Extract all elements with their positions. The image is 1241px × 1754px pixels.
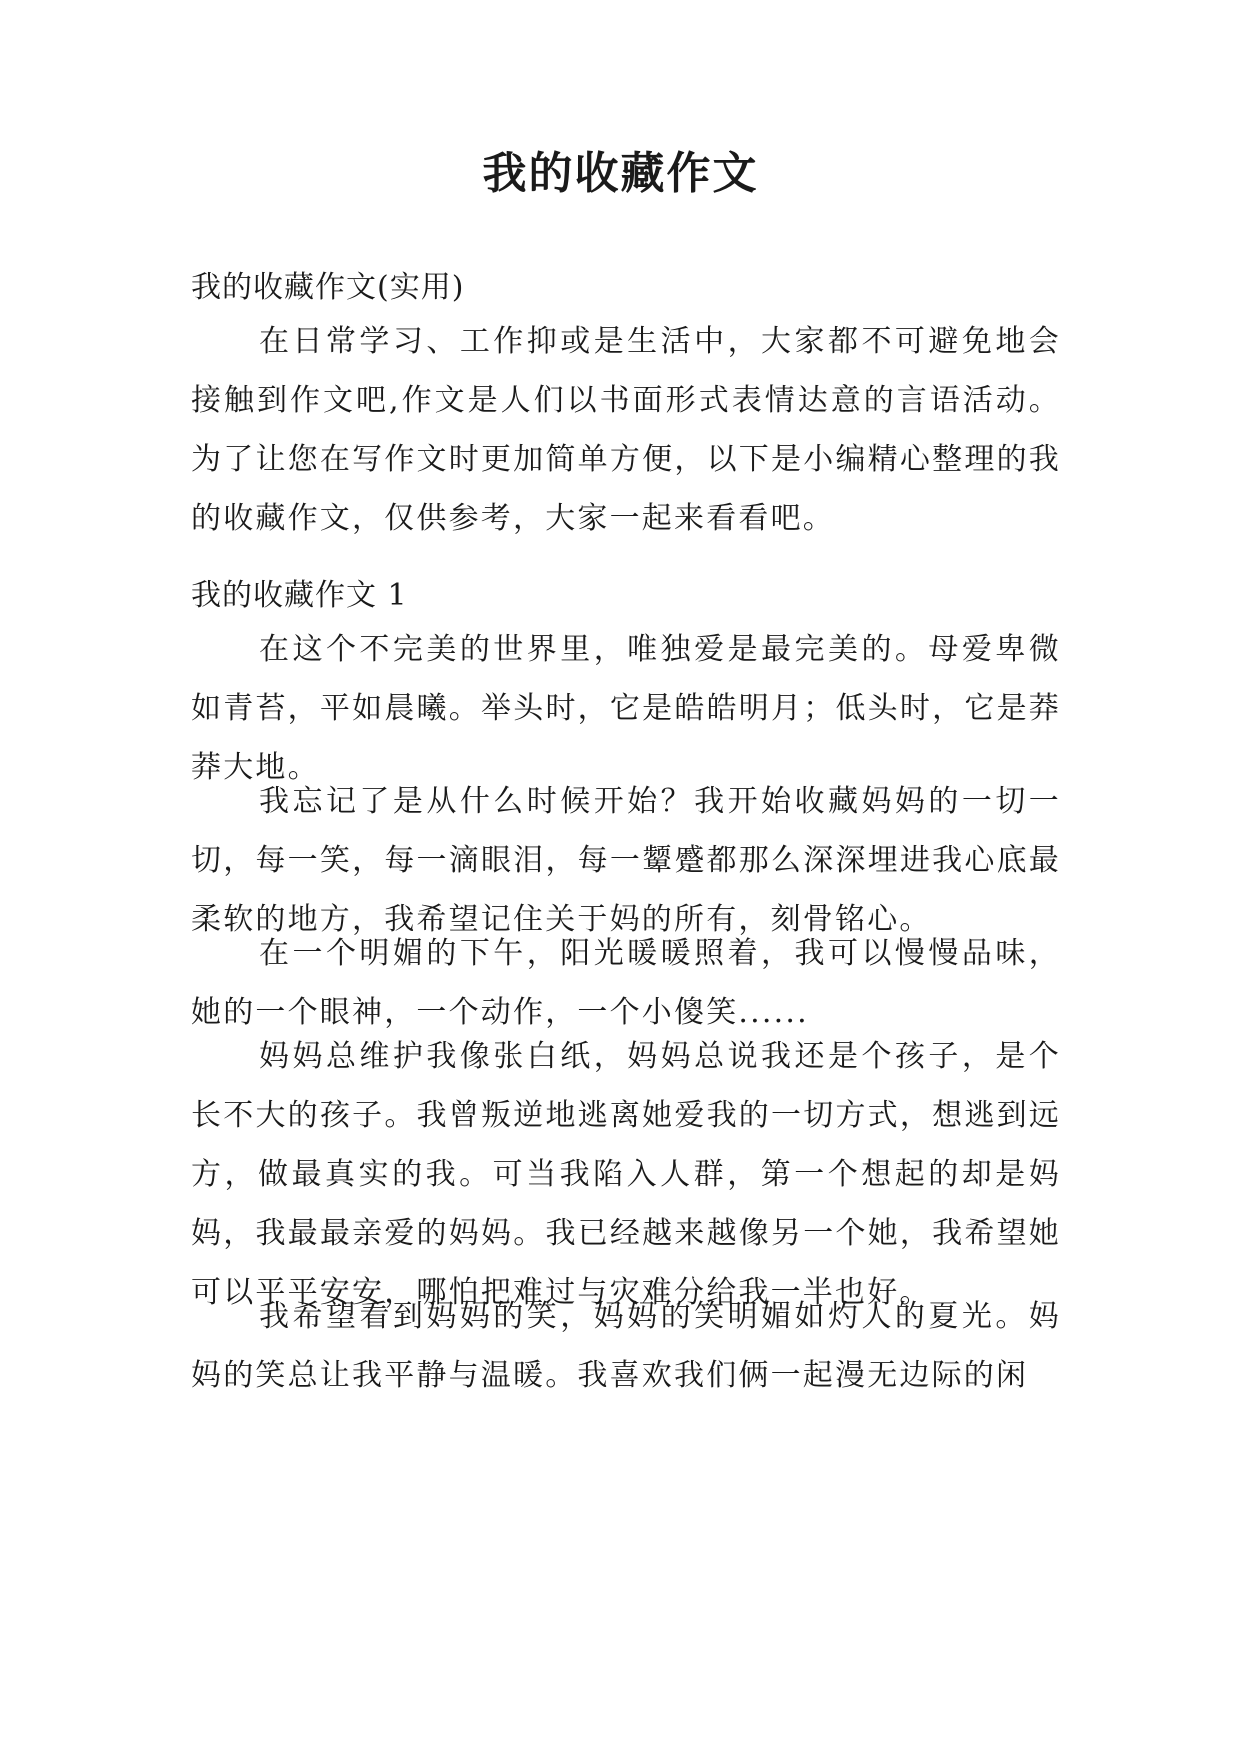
- document-title: 我的收藏作文: [482, 148, 759, 199]
- body-paragraph: 妈妈总维护我像张白纸，妈妈总说我还是个孩子，是个长不大的孩子。我曾叛逆地逃离她爱我的一切方式，想逃到远方，做最真实的我。可当我陷入人群，第一个想起的却是妈妈，我最最亲爱的妈妈。我已经越来越像另一个她，我希望她可以平平安安，哪怕把难过与灾难分给我一半也好。: [191, 1039, 1061, 1310]
- document-subtitle: 我的收藏作文(实用): [191, 270, 465, 305]
- body-paragraph: 我忘记了是从什么时候开始？我开始收藏妈妈的一切一切，每一笑，每一滴眼泪，每一颦蹙都那么深深埋进我心底最柔软的地方，我希望记住关于妈的所有，刻骨铭心。: [191, 784, 1061, 937]
- body-paragraph: 在一个明媚的下午，阳光暖暖照着，我可以慢慢品味，她的一个眼神，一个动作，一个小傻笑......: [191, 936, 1061, 1030]
- intro-paragraph: 在日常学习、工作抑或是生活中，大家都不可避免地会接触到作文吧,作文是人们以书面形式表情达意的言语活动。为了让您在写作文时更加简单方便，以下是小编精心整理的我的收藏作文，仅供参考，大家一起来看看吧。: [191, 324, 1061, 536]
- body-paragraph: 在这个不完美的世界里，唯独爱是最完美的。母爱卑微如青苔，平如晨曦。举头时，它是皓皓明月；低头时，它是莽莽大地。: [191, 632, 1061, 785]
- body-paragraph: 我希望看到妈妈的笑，妈妈的笑明媚如灼人的夏光。妈妈的笑总让我平静与温暖。我喜欢我们俩一起漫无边际的闲: [191, 1299, 1061, 1393]
- section-heading: 我的收藏作文 1: [191, 578, 408, 613]
